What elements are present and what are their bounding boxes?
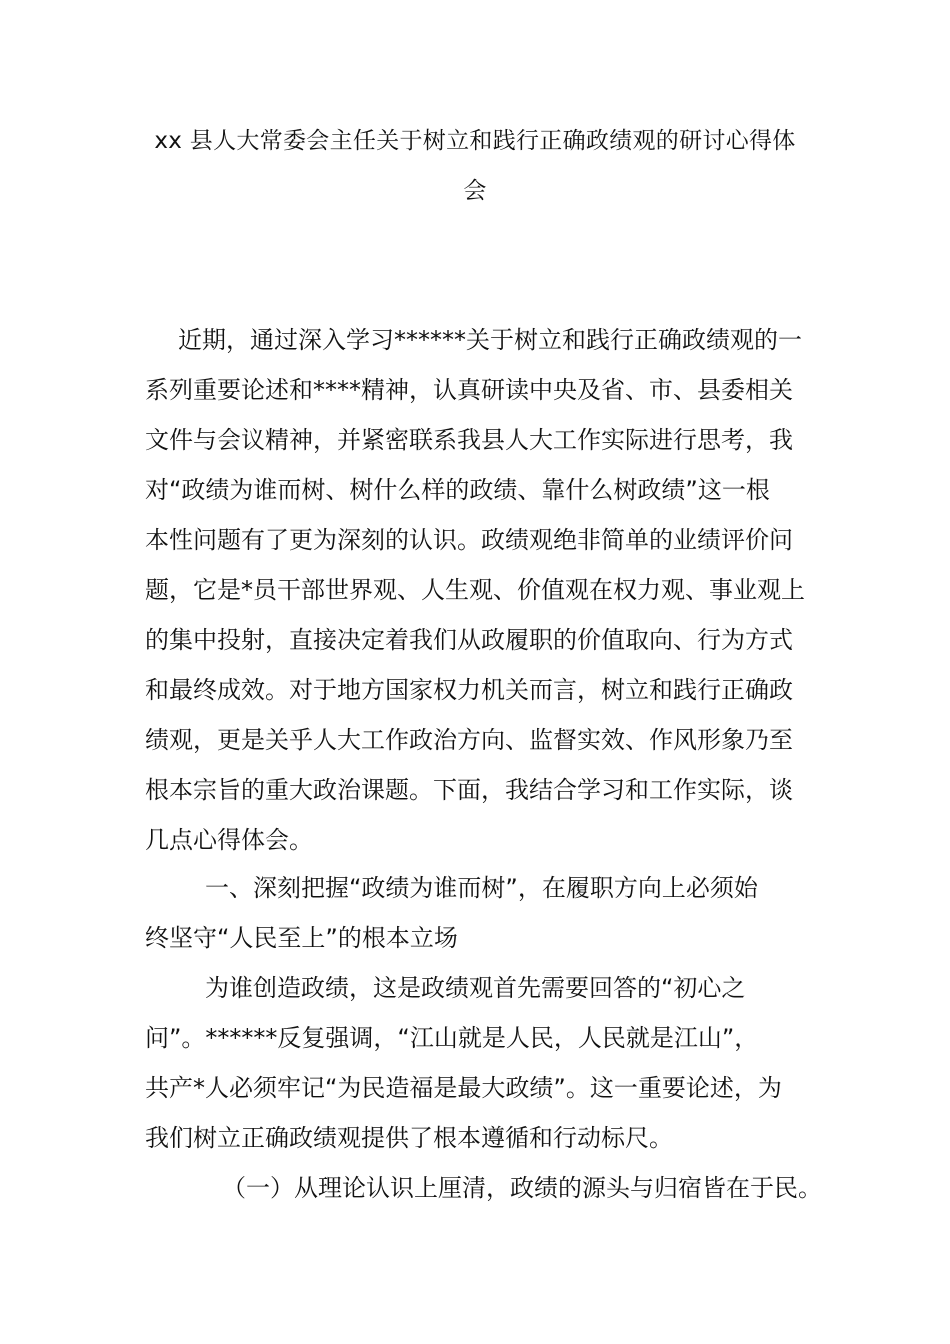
body-line: 对“政绩为谁而树、树什么样的政绩、靠什么树政绩”这一根 bbox=[145, 476, 770, 504]
body-line: 题，它是*员干部世界观、人生观、价值观在权力观、事业观上 bbox=[145, 576, 805, 604]
document-title bbox=[140, 116, 810, 216]
body-line: 绩观，更是关乎人大工作政治方向、监督实效、作风形象乃至 bbox=[145, 726, 793, 754]
section-heading: 终坚守“人民至上”的根本立场 bbox=[145, 924, 458, 952]
body-line: 根本宗旨的重大政治课题。下面，我结合学习和工作实际，谈 bbox=[145, 776, 793, 804]
body-line: 我们树立正确政绩观提供了根本遵循和行动标尺。 bbox=[145, 1124, 673, 1152]
body-line: 本性问题有了更为深刻的认识。政绩观绝非简单的业绩评价问 bbox=[145, 526, 793, 554]
body-line: 系列重要论述和****精神，认真研读中央及省、市、县委相关 bbox=[145, 376, 793, 404]
body-line: 的集中投射，直接决定着我们从政履职的价值取向、行为方式 bbox=[145, 626, 793, 654]
body-line: 共产*人必须牢记“为民造福是最大政绩”。这一重要论述，为 bbox=[145, 1074, 782, 1102]
title-line-1: xx 县人大常委会主任关于树立和践行正确政绩观的研讨心得体 bbox=[154, 128, 796, 154]
title-line-2: 会 bbox=[463, 178, 487, 204]
body-line: 为谁创造政绩，这是政绩观首先需要回答的“初心之 bbox=[205, 974, 746, 1002]
subsection-heading: （一）从理论认识上厘清，政绩的源头与归宿皆在于民。 bbox=[222, 1174, 822, 1202]
section-heading: 一、深刻把握“政绩为谁而树”，在履职方向上必须始 bbox=[205, 874, 758, 902]
body-line: 和最终成效。对于地方国家权力机关而言，树立和践行正确政 bbox=[145, 676, 793, 704]
body-line: 近期，通过深入学习******关于树立和践行正确政绩观的一 bbox=[178, 326, 802, 354]
body-line: 文件与会议精神，并紧密联系我县人大工作实际进行思考，我 bbox=[145, 426, 793, 454]
body-line: 问”。******反复强调，“江山就是人民，人民就是江山”， bbox=[145, 1024, 759, 1052]
body-line: 几点心得体会。 bbox=[145, 826, 313, 854]
